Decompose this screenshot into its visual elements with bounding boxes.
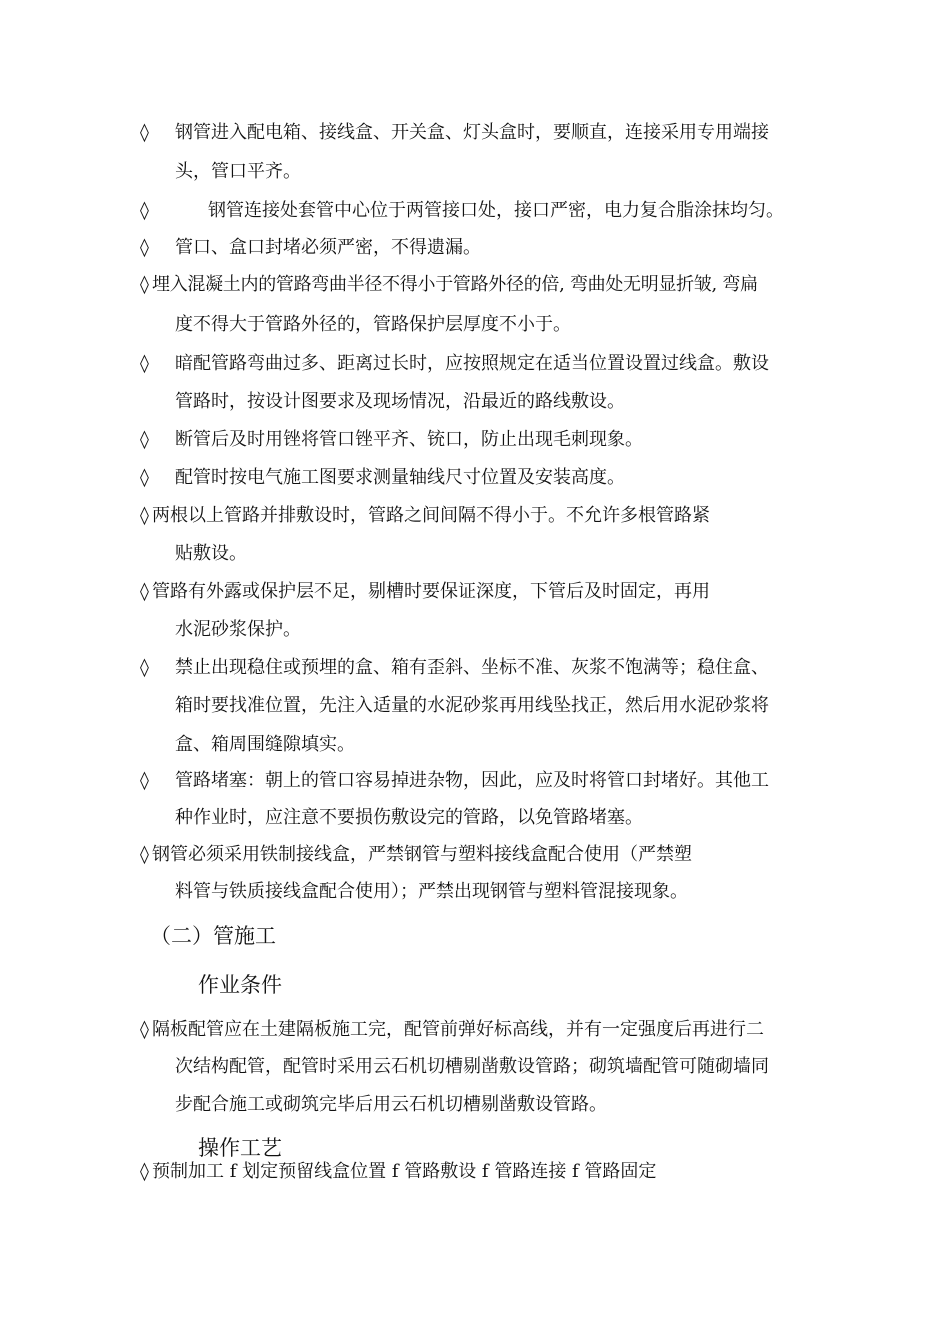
list-marker: ◊ [140, 467, 149, 488]
list-item-text: 贴敷设。 [175, 543, 247, 564]
list-item-text: 暗配管路弯曲过多、距离过长时，应按照规定在适当位置设置过线盒。敷设 [175, 353, 769, 374]
list-item-text: 步配合施工或砌筑完毕后用云石机切槽剔凿敷设管路。 [175, 1094, 607, 1115]
list-item-text: 两根以上管路并排敷设时，管路之间间隔不得小于。不允许多根管路紧 [152, 505, 710, 526]
list-marker: ◊ [140, 505, 149, 526]
list-item-text: 预制加工 f 划定预留线盒位置 f 管路敷设 f 管路连接 f 管路固定 [152, 1161, 657, 1182]
list-item-text: 钢管必须采用铁制接线盒，严禁钢管与塑料接线盒配合使用（严禁塑 [152, 844, 692, 865]
list-item-text: 禁止出现稳住或预埋的盒、箱有歪斜、坐标不准、灰浆不饱满等；稳住盒、 [175, 657, 769, 678]
list-marker: ◊ [140, 353, 149, 374]
list-item-text: 钢管进入配电箱、接线盒、开关盒、灯头盒时，要顺直，连接采用专用端接 [175, 122, 769, 143]
list-item-text: 料管与铁质接线盒配合使用）；严禁出现钢管与塑料管混接现象。 [175, 881, 688, 902]
list-marker: ◊ [140, 274, 149, 295]
list-marker: ◊ [140, 770, 149, 791]
section-heading: （二）管施工 [150, 924, 276, 948]
list-marker: ◊ [140, 1019, 149, 1040]
list-item-text: 钢管连接处套管中心位于两管接口处，接口严密，电力复合脂涂抹均匀。 [208, 200, 784, 221]
list-item-text: 埋入混凝土内的管路弯曲半径不得小于管路外径的倍, 弯曲处无明显折皱, 弯扁 [152, 274, 758, 295]
list-item-text: 配管时按电气施工图要求测量轴线尺寸位置及安装高度。 [175, 467, 625, 488]
list-item-text: 水泥砂浆保护。 [175, 619, 301, 640]
list-marker: ◊ [140, 237, 149, 258]
list-marker: ◊ [140, 1161, 149, 1182]
list-item-text: 管路时，按设计图要求及现场情况，沿最近的路线敷设。 [175, 391, 625, 412]
list-item-text: 盒、箱周围缝隙填实。 [175, 734, 355, 755]
list-marker: ◊ [140, 200, 149, 221]
list-item-text: 头，管口平齐。 [175, 161, 301, 182]
list-item-text: 隔板配管应在土建隔板施工完，配管前弹好标高线，并有一定强度后再进行二 [152, 1019, 764, 1040]
list-marker: ◊ [140, 657, 149, 678]
list-marker: ◊ [140, 844, 149, 865]
list-item-text: 管口、盒口封堵必须严密，不得遗漏。 [175, 237, 481, 258]
list-marker: ◊ [140, 581, 149, 602]
list-marker: ◊ [140, 429, 149, 450]
list-marker: ◊ [140, 122, 149, 143]
list-item-text: 管路堵塞：朝上的管口容易掉进杂物，因此，应及时将管口封堵好。其他工 [175, 770, 769, 791]
list-item-text: 断管后及时用锉将管口锉平齐、铳口，防止出现毛刺现象。 [175, 429, 643, 450]
subsection-heading: 操作工艺 [198, 1136, 282, 1160]
list-item-text: 种作业时，应注意不要损伤敷设完的管路，以免管路堵塞。 [175, 807, 643, 828]
list-item-text: 度不得大于管路外径的，管路保护层厚度不小于。 [175, 314, 571, 335]
list-item-text: 管路有外露或保护层不足，剔槽时要保证深度，下管后及时固定，再用 [152, 581, 710, 602]
list-item-text: 次结构配管，配管时采用云石机切槽剔凿敷设管路；砌筑墙配管可随砌墙同 [175, 1056, 769, 1077]
subsection-heading: 作业条件 [198, 973, 282, 997]
list-item-text: 箱时要找准位置，先注入适量的水泥砂浆再用线坠找正，然后用水泥砂浆将 [175, 695, 769, 716]
